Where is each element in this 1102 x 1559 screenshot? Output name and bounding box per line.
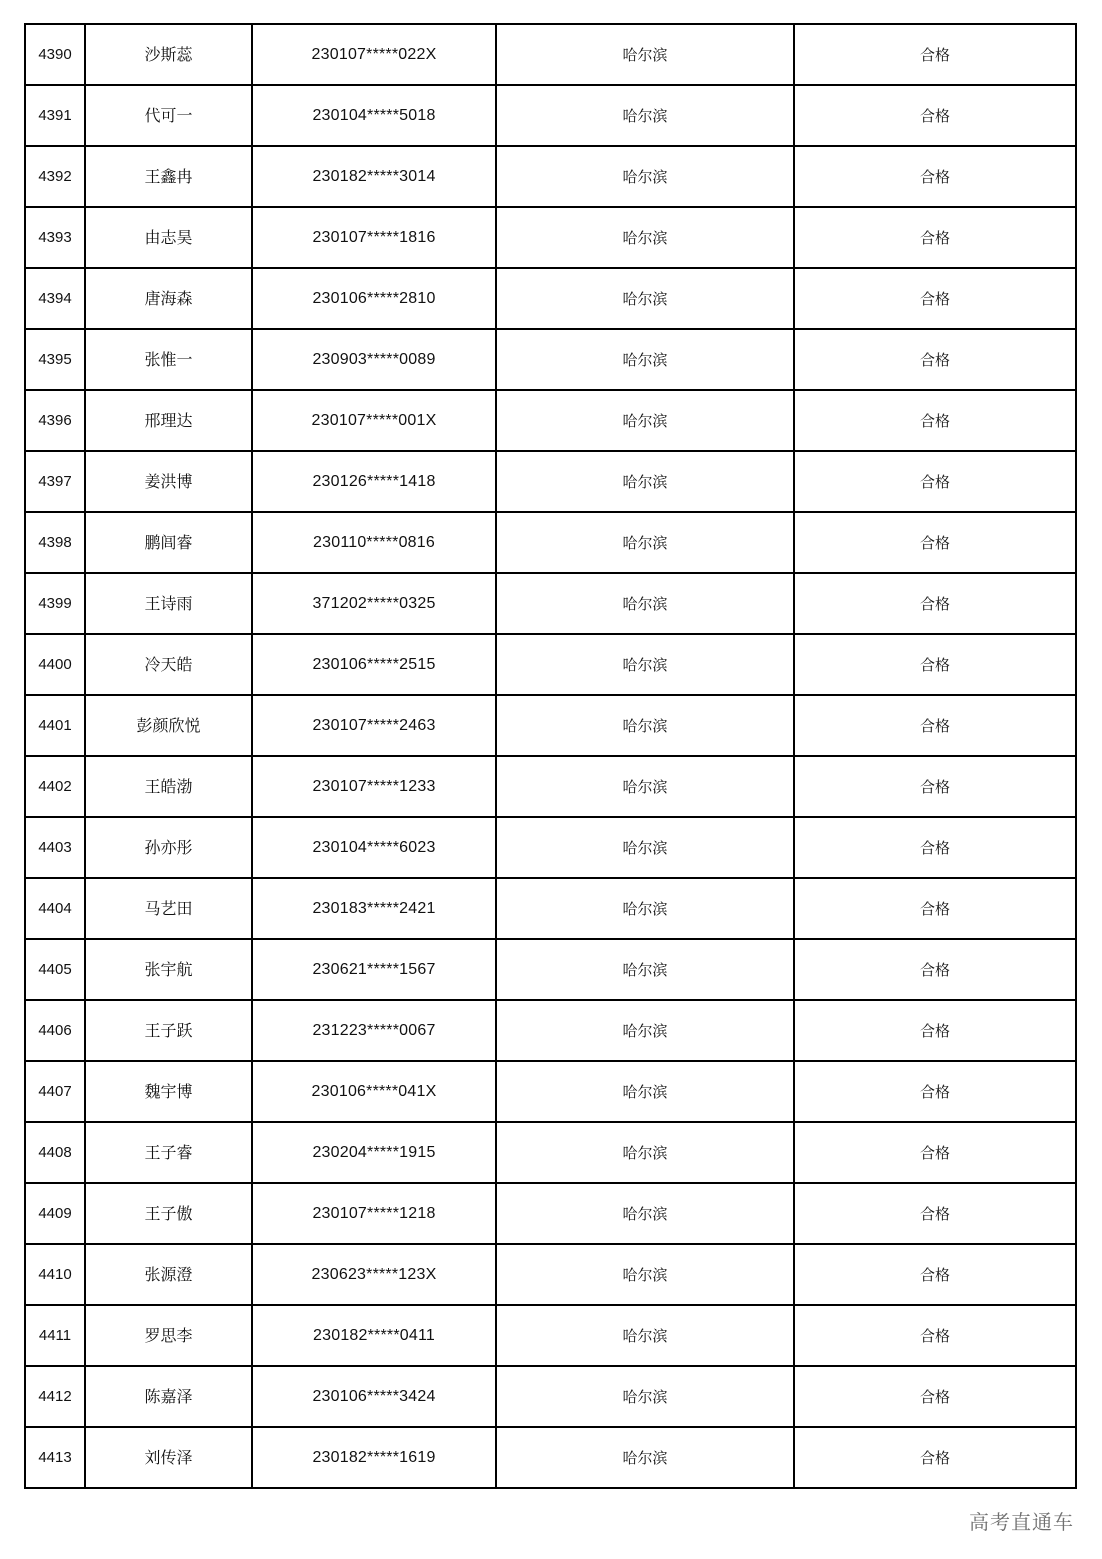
city: 哈尔滨 [496,268,794,329]
table-row [25,573,1076,634]
table-row [25,939,1076,1000]
row-number: 4402 [25,756,85,817]
row-number: 4400 [25,634,85,695]
table-row [25,512,1076,573]
candidate-name: 张源澄 [85,1244,252,1305]
row-number: 4405 [25,939,85,1000]
row-number: 4399 [25,573,85,634]
city: 哈尔滨 [496,1183,794,1244]
id-number: 230182*****0411 [252,1305,496,1366]
table-row [25,207,1076,268]
table-row [25,1244,1076,1305]
result: 合格 [794,512,1076,573]
table-row [25,24,1076,85]
row-number: 4409 [25,1183,85,1244]
table-row [25,1427,1076,1488]
table-row [25,878,1076,939]
candidate-name: 马艺田 [85,878,252,939]
id-number: 230110*****0816 [252,512,496,573]
table-row [25,390,1076,451]
candidate-name: 唐海森 [85,268,252,329]
table-row [25,756,1076,817]
candidate-name: 代可一 [85,85,252,146]
result: 合格 [794,1183,1076,1244]
result: 合格 [794,1000,1076,1061]
candidate-name: 王鑫冉 [85,146,252,207]
result: 合格 [794,451,1076,512]
row-number: 4406 [25,1000,85,1061]
city: 哈尔滨 [496,207,794,268]
candidate-name: 王诗雨 [85,573,252,634]
id-number: 230107*****1816 [252,207,496,268]
id-number: 230104*****6023 [252,817,496,878]
result: 合格 [794,1427,1076,1488]
city: 哈尔滨 [496,24,794,85]
city: 哈尔滨 [496,1366,794,1427]
row-number: 4394 [25,268,85,329]
city: 哈尔滨 [496,817,794,878]
row-number: 4390 [25,24,85,85]
row-number: 4396 [25,390,85,451]
candidate-name: 姜洪博 [85,451,252,512]
result: 合格 [794,1305,1076,1366]
table-row [25,1122,1076,1183]
row-number: 4392 [25,146,85,207]
result: 合格 [794,1366,1076,1427]
candidate-name: 王子傲 [85,1183,252,1244]
row-number: 4408 [25,1122,85,1183]
city: 哈尔滨 [496,390,794,451]
id-number: 230903*****0089 [252,329,496,390]
city: 哈尔滨 [496,329,794,390]
candidate-name: 王皓渤 [85,756,252,817]
id-number: 230106*****2810 [252,268,496,329]
city: 哈尔滨 [496,146,794,207]
row-number: 4401 [25,695,85,756]
row-number: 4398 [25,512,85,573]
row-number: 4404 [25,878,85,939]
id-number: 230107*****1218 [252,1183,496,1244]
table-row [25,695,1076,756]
table-row [25,1366,1076,1427]
city: 哈尔滨 [496,756,794,817]
id-number: 230126*****1418 [252,451,496,512]
city: 哈尔滨 [496,1000,794,1061]
candidate-name: 罗思李 [85,1305,252,1366]
row-number: 4413 [25,1427,85,1488]
city: 哈尔滨 [496,634,794,695]
result: 合格 [794,85,1076,146]
city: 哈尔滨 [496,85,794,146]
id-number: 230107*****1233 [252,756,496,817]
candidate-name: 邢理达 [85,390,252,451]
result: 合格 [794,268,1076,329]
city: 哈尔滨 [496,1061,794,1122]
table-row [25,1305,1076,1366]
id-number: 230204*****1915 [252,1122,496,1183]
table-row [25,146,1076,207]
candidate-name: 魏宇博 [85,1061,252,1122]
results-table [24,23,1077,1489]
id-number: 230106*****3424 [252,1366,496,1427]
id-number: 230107*****001X [252,390,496,451]
city: 哈尔滨 [496,573,794,634]
row-number: 4395 [25,329,85,390]
table-row [25,1183,1076,1244]
candidate-name: 沙斯蕊 [85,24,252,85]
city: 哈尔滨 [496,1244,794,1305]
result: 合格 [794,24,1076,85]
result: 合格 [794,817,1076,878]
table-row [25,817,1076,878]
row-number: 4411 [25,1305,85,1366]
candidate-name: 刘传泽 [85,1427,252,1488]
candidate-name: 王子睿 [85,1122,252,1183]
id-number: 230183*****2421 [252,878,496,939]
row-number: 4410 [25,1244,85,1305]
table-row [25,268,1076,329]
candidate-name: 鹏闾睿 [85,512,252,573]
result: 合格 [794,329,1076,390]
candidate-name: 彭颜欣悦 [85,695,252,756]
result: 合格 [794,1122,1076,1183]
result: 合格 [794,939,1076,1000]
candidate-name: 冷天皓 [85,634,252,695]
result: 合格 [794,573,1076,634]
result: 合格 [794,634,1076,695]
table-row [25,451,1076,512]
candidate-name: 王子跃 [85,1000,252,1061]
table-row [25,329,1076,390]
city: 哈尔滨 [496,878,794,939]
candidate-name: 张宇航 [85,939,252,1000]
results-table-body [25,24,1076,1488]
city: 哈尔滨 [496,1305,794,1366]
city: 哈尔滨 [496,1122,794,1183]
id-number: 230182*****1619 [252,1427,496,1488]
table-row [25,1000,1076,1061]
id-number: 230107*****2463 [252,695,496,756]
city: 哈尔滨 [496,512,794,573]
row-number: 4403 [25,817,85,878]
city: 哈尔滨 [496,1427,794,1488]
result: 合格 [794,1061,1076,1122]
result: 合格 [794,695,1076,756]
candidate-name: 孙亦彤 [85,817,252,878]
result: 合格 [794,207,1076,268]
id-number: 230107*****022X [252,24,496,85]
id-number: 230106*****2515 [252,634,496,695]
city: 哈尔滨 [496,939,794,1000]
table-row [25,634,1076,695]
result: 合格 [794,878,1076,939]
id-number: 230182*****3014 [252,146,496,207]
candidate-name: 陈嘉泽 [85,1366,252,1427]
result: 合格 [794,1244,1076,1305]
result: 合格 [794,390,1076,451]
city: 哈尔滨 [496,695,794,756]
row-number: 4412 [25,1366,85,1427]
id-number: 371202*****0325 [252,573,496,634]
candidate-name: 由志昊 [85,207,252,268]
table-row [25,1061,1076,1122]
city: 哈尔滨 [496,451,794,512]
id-number: 230621*****1567 [252,939,496,1000]
watermark-text: 高考直通车 [967,1506,1076,1535]
row-number: 4393 [25,207,85,268]
candidate-name: 张惟一 [85,329,252,390]
id-number: 231223*****0067 [252,1000,496,1061]
result: 合格 [794,146,1076,207]
row-number: 4391 [25,85,85,146]
table-row [25,85,1076,146]
id-number: 230106*****041X [252,1061,496,1122]
row-number: 4407 [25,1061,85,1122]
result: 合格 [794,756,1076,817]
row-number: 4397 [25,451,85,512]
id-number: 230623*****123X [252,1244,496,1305]
id-number: 230104*****5018 [252,85,496,146]
